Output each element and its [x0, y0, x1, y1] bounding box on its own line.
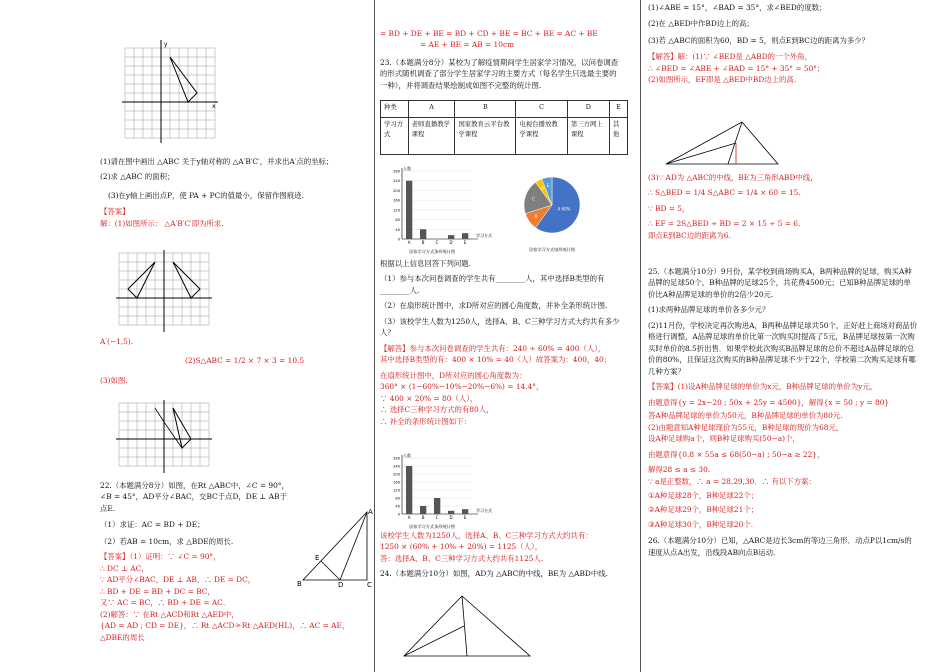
table-cell: 第三方网上课程	[567, 118, 609, 155]
pie-label: B	[534, 214, 538, 220]
q22-answer-5: 又∵ AC = BC，∴ BD + DE = AC．	[100, 598, 231, 608]
x-tick-label: A	[407, 240, 411, 245]
q21-part3-answer: (3)如图.	[100, 375, 128, 385]
y-tick-label: 40	[395, 227, 400, 232]
x-tick-label: E	[463, 240, 467, 245]
table-cell: 电视台播放教学课程	[516, 118, 567, 155]
q24-answer-5: ∴ S△BED = 1/4 S△ABC = 1/4 × 60 = 15.	[648, 188, 801, 198]
table-header: C	[516, 101, 567, 118]
q25-part1: (1)求两种品牌足球的单价各多少元？	[648, 305, 770, 315]
q22-continued-1: = BD + DE + BE = BD + CD + BE = BC + BE = AC + BE	[380, 29, 598, 38]
q23-solution-5: ∵ 400 × 20% = 80（人），	[380, 393, 478, 403]
q21-part3: (3)在y轴上画出点P，使 PA + PC的值最小，保留作图痕迹.	[108, 190, 304, 200]
bar-chart-1	[384, 165, 494, 255]
table-header-row	[381, 101, 628, 118]
q24-answer-1: 【解答】解：(1)∵ ∠BED是 △ABD的一个外角，	[648, 52, 812, 62]
q25-answer-3: 答A种品牌足球的单价为50元，B种品牌足球的单价为80元.	[648, 411, 843, 421]
table-cell: 国家教育云平台教学课程	[455, 118, 516, 155]
q22-answer-3: ∵ AD平分∠BAC，DE ⊥ AB，∴ DE = DC，	[100, 575, 256, 585]
column-3	[648, 0, 918, 672]
q25-answer-6: 由题意得{0.8 × 55a ≤ 68(50−a) ; 50−a ≥ 22}，	[648, 449, 825, 459]
bar-C	[434, 498, 440, 514]
q23-solution-4: 360° × (1−60%−10%−20%−6%) = 14.4°，	[380, 382, 544, 392]
column-2	[380, 0, 620, 672]
q23-intro: 根据以上信息回答下列问题.	[380, 259, 472, 268]
y-tick-label: 80	[395, 496, 400, 501]
q21-area: (2)S△ABC = 1/2 × 7 × 3 = 10.5	[185, 356, 305, 366]
y-tick-label: 160	[393, 198, 400, 203]
bar-B	[420, 229, 426, 239]
y-tick-label: 240	[393, 179, 400, 184]
q22-answer-4: ∴ BD + DE = BD + DC = BC，	[100, 586, 215, 596]
q23-solution-1: 【解答】参与本次问卷调查的学生共有：240 ÷ 60% = 400（人），	[380, 343, 606, 353]
q23-solution-6: ∴ 选择C三种学习方式的有80人，	[380, 405, 494, 415]
q22-continued-2: = AE + BE = AB = 10cm	[420, 40, 515, 50]
x-tick-label: E	[463, 515, 467, 520]
x-axis-label: 学习方式	[476, 233, 492, 238]
q24-answer-6: ∵ BD = 5，	[648, 203, 690, 213]
q22-answer-6: (2)解答：∵ 在Rt △ACD和Rt △AED中，	[100, 609, 239, 619]
q22-answer-7: {AD = AD ; CD = DE}，∴ Rt △ACD≅Rt △AED(HL)，∴ AC = AE，	[100, 621, 350, 631]
y-tick-label: 120	[393, 488, 400, 493]
q22-answer-1: 【答案】（1）证明：∵ ∠C = 90°，	[100, 552, 221, 562]
q24-part2: (2)在 △BED中作BD边上的高；	[648, 19, 754, 29]
q22-part1: （1）求证：AC = BD + DE；	[100, 520, 205, 530]
table-header: B	[455, 101, 516, 118]
y-tick-label: 240	[393, 464, 400, 469]
median-triangle-figure	[400, 592, 540, 662]
pie-label: E	[547, 183, 550, 189]
y-tick-label: 200	[393, 472, 400, 477]
svg-text:x: x	[212, 103, 216, 110]
table-cell: 其他	[609, 118, 627, 155]
q22-stem: 22.（本题满分8分）如图，在Rt △ABC中，∠C = 90°，∠B = 45°，AD平分∠BAC，交BC于点D，DE ⊥ AB于点E.	[100, 481, 289, 513]
q25-part2: (2)11月份，学校决定再次购进A，B两种品牌足球共50个，正好赶上商场对商品价格进行调整，A品牌足球的单价比第一次购买时提高了5元，B品牌足球按第一次购买时单价的8.5折出售．如果学校此次购买B品牌足球的总价不超过A品牌足球的总价的80%，且保证这次购买的B种品牌足球不少于22个，学校第二次购买足球有哪几种方案？	[648, 320, 918, 376]
x-tick-label: D	[449, 240, 453, 245]
table-header: D	[567, 101, 609, 118]
q24-answer-3: (2)如图所示，EF即是 △BED中BD边上的高.	[648, 75, 797, 85]
shortest-path-grid-figure	[114, 398, 214, 476]
q25-answer-1: 【答案】(1)设A种品牌足球的单价为x元，B种品牌足球的单价为y元，	[648, 382, 878, 392]
q23-solution-9: 1250 × (60% + 10% + 20%) = 1125（人），	[380, 542, 543, 552]
column-divider-2	[640, 0, 641, 672]
svg-text:y: y	[164, 41, 168, 48]
altitude-triangle-figure	[662, 118, 782, 170]
x-tick-label: C	[435, 515, 439, 520]
q23-solution-2: 其中选择B类型的有：400 × 10% = 40（人）故答案为：400，40；	[380, 355, 612, 365]
y-axis-label: 人数	[403, 166, 411, 171]
bar-A	[406, 181, 412, 239]
x-tick-label: D	[449, 515, 453, 520]
survey-table	[380, 100, 628, 155]
x-tick-label: B	[421, 515, 425, 520]
q24-answer-7: ∴ EF = 2S△BED ÷ BD = 2 × 15 ÷ 5 = 6.	[648, 219, 801, 229]
label-A: A	[368, 508, 373, 516]
q22-answer-2: ∴ DC ⊥ AC，	[100, 563, 149, 573]
pie-label: D	[541, 185, 545, 191]
bar-chart-2	[384, 452, 494, 530]
chart-title: 居家学习方式条形统计图	[408, 249, 456, 254]
y-tick-label: 280	[393, 456, 400, 461]
y-tick-label: 120	[393, 208, 400, 213]
q23-stem: 23.（本题满分8分）某校为了解疫情期间学生居家学习情况，以问卷调查的形式随机调查了部分学生居家学习的主要方式（每名学生只选最主要的一种），并将调查结果绘制成如图不完整的统计图.	[380, 57, 619, 90]
q21-coordinate: A′(−1,5).	[100, 337, 134, 346]
column-1	[100, 0, 373, 672]
label-D: D	[338, 581, 344, 588]
pie-chart	[492, 165, 612, 255]
table-cell: 老师直播教学课程	[408, 118, 455, 155]
bar-E	[462, 509, 468, 514]
q24-part3: (3)若 △ABC的面积为60，BD = 5，则点E到BC边的距离为多少？	[648, 35, 870, 45]
q26-stem: 26.（本题满分10分）已知，△ABC是边长3cm的等边三角形．动点P以1cm/s的速度从点A出发，沿线段AB向点B运动.	[648, 536, 912, 557]
answer-tag: 【答案】	[100, 207, 130, 217]
q25-answer-11: ③A种足球30个，B种足球20个.	[648, 519, 754, 529]
q23-question-1: （1）参与本次问卷调查的学生共有________人，其中选择B类型的有________人.	[380, 274, 605, 295]
q22-answer-8: △DBE的周长	[100, 632, 145, 642]
q25-answer-8: ∵ a是正整数，∴ a = 28,29,30．∴ 有以下方案：	[648, 476, 816, 486]
x-tick-label: A	[407, 515, 411, 520]
q24-part1: (1)∠ABE = 15°，∠BAD = 35°，求∠BED的度数；	[648, 3, 827, 12]
q25-answer-5: 设A种足球购a个，则B种足球购买(50−a)个，	[648, 434, 800, 444]
q25-answer-9: ①A种足球28个，B种足球22个；	[648, 490, 759, 500]
column-divider-1	[374, 0, 375, 672]
q24-answer-8: 即点E到BC边的距离为6.	[648, 230, 731, 240]
chart-title: 居家学习方式条形统计图	[408, 524, 456, 529]
y-tick-label: 160	[393, 480, 400, 485]
q23-solution-8: 该校学生人数为1250人，选择A、B、C三种学习方式大约共有：	[380, 531, 593, 540]
y-tick-label: 0	[397, 512, 400, 517]
bar-D	[448, 511, 454, 514]
q24-answer-2: ∴ ∠BED = ∠ABE + ∠BAD = 15° + 35° = 50°；	[648, 63, 825, 73]
q25-stem: 25.（本题满分10分）9月份，某学校到商场购买A，B两种品牌的足球，购买A种品牌的足球50个，B种品牌的足球25个，共花费4500元；已知B种品牌足球的单价比A种品牌足球的单价的2倍少20元.	[648, 267, 912, 299]
q21-solution-1: 解：(1)如图所示： △A′B′C′即为所求.	[100, 218, 224, 228]
right-triangle-figure	[295, 508, 375, 588]
bar-D	[448, 235, 454, 239]
label-C: C	[367, 581, 372, 588]
q21-part2: (2)求 △ABC 的面积；	[100, 172, 175, 182]
x-axis-label: 学习方式	[476, 508, 492, 513]
q23-solution-10: 答：选择A、B、C三种学习方式大约共有1125人.	[380, 553, 544, 563]
coordinate-grid-figure	[120, 38, 220, 148]
x-tick-label: B	[421, 240, 425, 245]
q25-answer-10: ②A种足球29个，B种足球21个；	[648, 505, 759, 515]
y-tick-label: 40	[395, 504, 400, 509]
table-row	[381, 118, 628, 155]
bar-A	[406, 466, 412, 514]
q23-solution-7: ∴ 补全的条形统计图如下：	[380, 416, 472, 426]
q24-stem: 24.（本题满分10分）如图，AD为 △ABC的中线，BE为 △ABD中线.	[380, 569, 608, 579]
pie-label: C	[531, 196, 535, 202]
bar-E	[462, 233, 468, 239]
label-E: E	[315, 554, 320, 562]
table-header: A	[408, 101, 455, 118]
q25-answer-2: 由题意得{y = 2x−20 ; 50x + 25y = 4500}，解得{x = 50 ; y = 80}	[648, 397, 890, 407]
q25-answer-4: (2)由题意知A种足球现价为55元，B种足球的现价为68元，	[648, 422, 844, 432]
table-header: E	[609, 101, 627, 118]
q23-question-3: （3）该校学生人数为1250人，选择A、B、C三种学习方式大约共有多少人？	[380, 316, 620, 338]
q24-answer-4: (3)∵ AD为 △ABC的中线，BE为三角形ABD中线，	[648, 173, 818, 182]
y-tick-label: 200	[393, 188, 400, 193]
table-header: 种类	[381, 101, 409, 118]
y-tick-label: 280	[393, 169, 400, 174]
q23-solution-3: 在扇形统计图中，D所对应的圆心角度数为：	[380, 370, 527, 380]
q21-part1: (1)请在图中画出 △ABC 关于y轴对称的 △A′B′C′，并求出A′点的坐标；	[100, 157, 334, 166]
label-B: B	[297, 580, 302, 588]
table-cell: 学习方式	[381, 118, 409, 155]
q23-question-2: （2）在扇形统计图中，求D所对应的圆心角度数，并补全条形统计图.	[380, 301, 608, 311]
reflection-grid-figure	[114, 248, 214, 336]
chart-title: 居家学习方式扇形统计图	[528, 247, 576, 252]
y-tick-label: 80	[395, 218, 400, 223]
pie-label: A 60%	[557, 206, 571, 212]
q22-part2: （2）若AB = 10cm，求 △BDE的周长.	[100, 536, 234, 546]
bar-B	[420, 506, 426, 514]
y-tick-label: 0	[397, 237, 400, 242]
q25-answer-7: 解得28 ≤ a ≤ 30.	[648, 465, 711, 475]
y-axis-label: 人数	[403, 453, 411, 458]
x-tick-label: C	[435, 240, 439, 245]
